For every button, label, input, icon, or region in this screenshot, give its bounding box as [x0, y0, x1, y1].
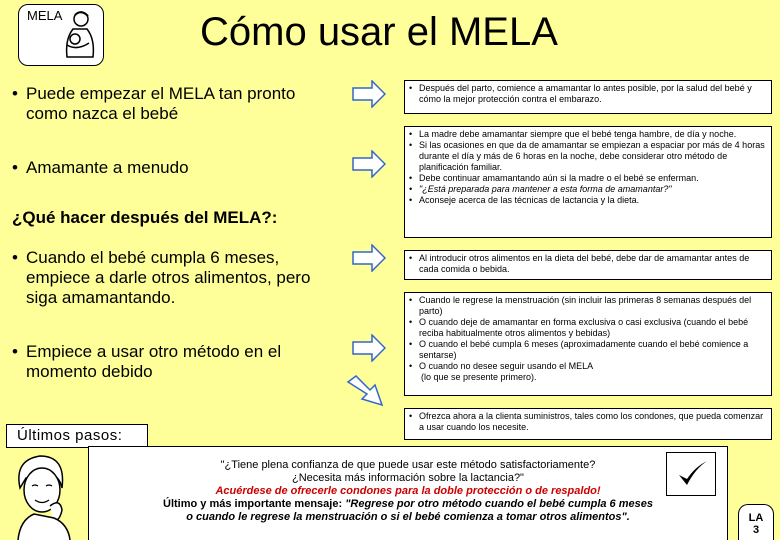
- section-heading: ¿Qué hacer después del MELA?:: [12, 208, 278, 227]
- arrow-right-icon: [352, 334, 386, 362]
- box-breastfeed-item: • Si las ocasiones en que da de amamantar se empiezan a espaciar por más de 4 horas durante el día y más de 6 horas en la noche, debe considerar otro método de planificación familiar.: [409, 140, 767, 173]
- final-message-line2-text: o cuando le regrese la menstruación o si el bebé comienza a tomar otros alimentos".: [186, 511, 630, 523]
- box-other-foods: [404, 250, 772, 280]
- box-breastfeed-item: • Aconseje acerca de las técnicas de lactancia y la dieta.: [409, 195, 767, 206]
- slide-badge-number: 3: [752, 524, 760, 536]
- arrow-right-icon: [352, 80, 386, 108]
- bullet-start-mela: • Puede empezar el MELA tan pronto como nazca el bebé: [12, 84, 296, 123]
- box-switch-tail: (lo que se presente primero).: [421, 372, 537, 382]
- box-switch-item: • Cuando le regrese la menstruación (sin incluir las primeras 8 semanas después del parto): [409, 295, 767, 317]
- condom-reminder: Acuérdese de ofrecerle condones para la doble protección o de respaldo!: [215, 485, 601, 497]
- box-switch-item: • O cuando el bebé cumpla 6 meses (aproximadamente cuando el bebé comience a sentarse): [409, 339, 767, 361]
- final-message-line2: [89, 511, 727, 524]
- bullet-six-months-text: Cuando el bebé cumpla 6 meses, empiece a darle otros alimentos, pero siga amamantando.: [26, 248, 311, 307]
- box-supplies-item: • Ofrezca ahora a la clienta suministros, tales como los condones, que pueda comenzar a usar cuando los necesite.: [409, 411, 767, 433]
- bullet-start-mela-text: Puede empezar el MELA tan pronto como nazca el bebé: [26, 84, 296, 123]
- final-message-box: [88, 446, 728, 540]
- logo-box: [18, 4, 104, 66]
- mother-baby-icon: [55, 9, 101, 63]
- box-breastfeed-item: • Debe continuar amamantando aún si la madre o el bebé se enferman.: [409, 173, 767, 184]
- bullet-other-method: • Empiece a usar otro método en el momento debido: [12, 342, 332, 382]
- box-other-foods-item: • Al introducir otros alimentos en la dieta del bebé, debe dar de amamantar antes de cada comida o bebida.: [409, 253, 767, 275]
- final-steps-label: Últimos pasos:: [6, 424, 148, 448]
- counselor-woman-icon: [4, 448, 88, 540]
- question-more-info: ¿Necesita más información sobre la lactancia?": [292, 472, 524, 484]
- box-breastfeed-often: [404, 126, 772, 238]
- box-after-birth-item: • Después del parto, comience a amamantar lo antes posible, por la salud del bebé y cómo la mejor protección contra el embarazo.: [409, 83, 767, 105]
- arrow-right-icon: [352, 150, 386, 178]
- box-breastfeed-item: • La madre debe amamantar siempre que el bebé tenga hambre, de día y noche.: [409, 129, 767, 140]
- bullet-breastfeed-often-text: Amamante a menudo: [26, 158, 189, 177]
- arrow-down-right-icon: [346, 372, 386, 408]
- page-title: Cómo usar el MELA: [200, 10, 558, 54]
- bullet-breastfeed-often: • Amamante a menudo: [12, 158, 189, 177]
- final-message: [89, 498, 727, 511]
- checkmark-icon: [667, 453, 715, 495]
- box-switch-item: • O cuando deje de amamantar en forma exclusiva o casi exclusiva (cuando el bebé reciba habitualmente otros alimentos y bebidas): [409, 317, 767, 339]
- box-switch-method: [404, 292, 772, 396]
- checkmark-box: [666, 452, 716, 496]
- box-supplies: [404, 408, 772, 440]
- bullet-other-method-text: Empiece a usar otro método en el momento debido: [26, 342, 282, 381]
- arrow-right-icon: [352, 244, 386, 272]
- slide-badge-code: LA: [748, 512, 764, 524]
- final-message-lead: Último y más importante mensaje:: [163, 498, 346, 510]
- question-confidence: "¿Tiene plena confianza de que puede usar este método satisfactoriamente?: [220, 459, 596, 471]
- slide-badge: [738, 504, 774, 540]
- box-breastfeed-item: • "¿Está preparada para mantener a esta forma de amamantar?": [409, 184, 767, 195]
- logo-text: MELA: [27, 8, 63, 23]
- box-after-birth: [404, 80, 772, 114]
- bullet-six-months: • Cuando el bebé cumpla 6 meses, empiece a darle otros alimentos, pero siga amamantando.: [12, 248, 332, 308]
- box-switch-item: • O cuando no desee seguir usando el MELA: [409, 361, 767, 372]
- final-message-line1: "Regrese por otro método cuando el bebé cumpla 6 meses: [345, 498, 653, 510]
